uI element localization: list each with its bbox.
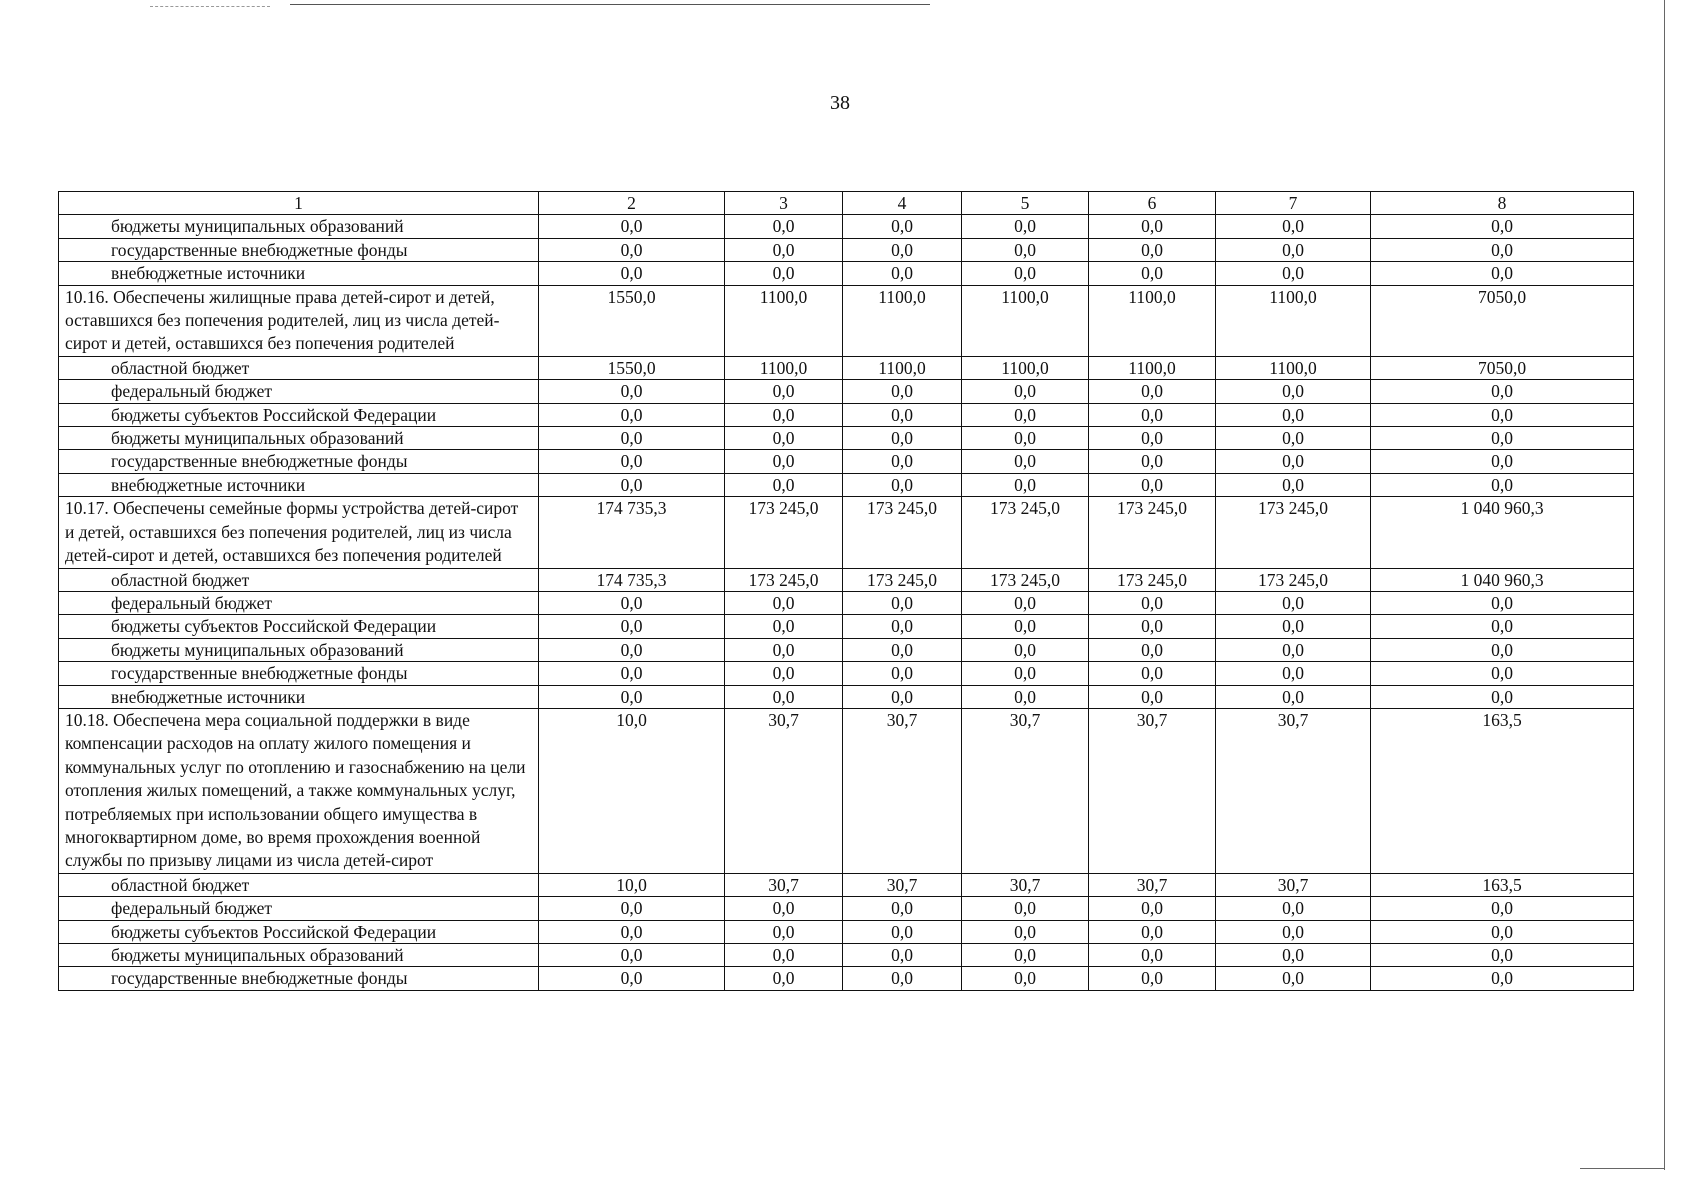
- cell-value: 0,0: [725, 215, 843, 238]
- cell-value: 0,0: [1216, 591, 1371, 614]
- cell-value: 0,0: [1216, 427, 1371, 450]
- cell-value: 0,0: [843, 427, 962, 450]
- cell-value: 0,0: [725, 615, 843, 638]
- cell-value: 30,7: [1216, 708, 1371, 873]
- cell-value: 173 245,0: [1216, 568, 1371, 591]
- cell-value: 0,0: [725, 662, 843, 685]
- cell-value: 0,0: [843, 380, 962, 403]
- cell-value: 0,0: [843, 450, 962, 473]
- cell-value: 0,0: [1216, 662, 1371, 685]
- scan-artifact-line: [290, 4, 930, 5]
- cell-value: 0,0: [843, 262, 962, 285]
- row-label: бюджеты муниципальных образований: [59, 944, 539, 967]
- cell-value: 173 245,0: [725, 568, 843, 591]
- cell-value: 0,0: [539, 450, 725, 473]
- cell-value: 0,0: [539, 238, 725, 261]
- cell-value: 0,0: [843, 403, 962, 426]
- cell-value: 0,0: [1216, 638, 1371, 661]
- column-header: 3: [725, 192, 843, 215]
- row-label: 10.16. Обеспечены жилищные права детей-сирот и детей, оставшихся без попечения родителей, лиц из числа детей-сирот и детей, оставшихся без попечения родителей: [59, 285, 539, 356]
- cell-value: 0,0: [843, 615, 962, 638]
- cell-value: 0,0: [1089, 215, 1216, 238]
- cell-value: 0,0: [539, 967, 725, 990]
- cell-value: 1100,0: [843, 285, 962, 356]
- cell-value: 0,0: [725, 591, 843, 614]
- cell-value: 163,5: [1371, 708, 1634, 873]
- row-label: бюджеты муниципальных образований: [59, 215, 539, 238]
- cell-value: 30,7: [725, 873, 843, 896]
- cell-value: 0,0: [1089, 450, 1216, 473]
- table-row-source: [59, 473, 1634, 496]
- cell-value: 0,0: [1089, 238, 1216, 261]
- row-label: внебюджетные источники: [59, 262, 539, 285]
- cell-value: 0,0: [1089, 920, 1216, 943]
- table-row-source: [59, 897, 1634, 920]
- cell-value: 0,0: [843, 967, 962, 990]
- cell-value: 0,0: [1089, 591, 1216, 614]
- cell-value: 0,0: [539, 403, 725, 426]
- cell-value: 0,0: [843, 685, 962, 708]
- page-number: 38: [830, 92, 850, 114]
- scan-artifact-dashes: [150, 6, 270, 7]
- cell-value: 30,7: [1216, 873, 1371, 896]
- table-row-source: [59, 380, 1634, 403]
- cell-value: 1 040 960,3: [1371, 497, 1634, 568]
- cell-value: 0,0: [725, 262, 843, 285]
- cell-value: 1100,0: [1216, 285, 1371, 356]
- table-row-source: [59, 685, 1634, 708]
- row-label: областной бюджет: [59, 568, 539, 591]
- cell-value: 0,0: [962, 638, 1089, 661]
- table-row-source: [59, 427, 1634, 450]
- cell-value: 0,0: [725, 380, 843, 403]
- row-label: бюджеты субъектов Российской Федерации: [59, 615, 539, 638]
- cell-value: 1100,0: [962, 356, 1089, 379]
- cell-value: 0,0: [1371, 427, 1634, 450]
- cell-value: 0,0: [1216, 967, 1371, 990]
- cell-value: 10,0: [539, 873, 725, 896]
- table-row-source: [59, 262, 1634, 285]
- cell-value: 0,0: [1216, 238, 1371, 261]
- cell-value: 0,0: [962, 944, 1089, 967]
- cell-value: 30,7: [725, 708, 843, 873]
- cell-value: 0,0: [1089, 638, 1216, 661]
- row-label: внебюджетные источники: [59, 685, 539, 708]
- cell-value: 0,0: [1371, 403, 1634, 426]
- cell-value: 0,0: [1371, 473, 1634, 496]
- cell-value: 0,0: [1216, 403, 1371, 426]
- cell-value: 0,0: [725, 944, 843, 967]
- cell-value: 173 245,0: [962, 497, 1089, 568]
- cell-value: 0,0: [1371, 450, 1634, 473]
- cell-value: 174 735,3: [539, 568, 725, 591]
- cell-value: 0,0: [1371, 638, 1634, 661]
- cell-value: 0,0: [1216, 473, 1371, 496]
- cell-value: 30,7: [962, 873, 1089, 896]
- table-row-source: [59, 662, 1634, 685]
- cell-value: 0,0: [1371, 920, 1634, 943]
- table-row-source: [59, 403, 1634, 426]
- table-row-source: [59, 450, 1634, 473]
- cell-value: 0,0: [539, 685, 725, 708]
- table-row-source: [59, 615, 1634, 638]
- cell-value: 173 245,0: [843, 497, 962, 568]
- cell-value: 1100,0: [962, 285, 1089, 356]
- cell-value: 0,0: [1089, 262, 1216, 285]
- row-label: внебюджетные источники: [59, 473, 539, 496]
- row-label: областной бюджет: [59, 356, 539, 379]
- cell-value: 0,0: [1216, 685, 1371, 708]
- cell-value: 0,0: [962, 262, 1089, 285]
- cell-value: 0,0: [843, 897, 962, 920]
- column-header: 4: [843, 192, 962, 215]
- row-label: 10.18. Обеспечена мера социальной поддержки в виде компенсации расходов на оплату жилого помещения и коммунальных услуг по отоплению и газоснабжению на цели отопления жилых помещений, а также коммунальных услуг, потребляемых при использовании общего имущества в многоквартирном доме, во время прохождения военной службы по призыву лицами из числа детей-сирот: [59, 708, 539, 873]
- cell-value: 0,0: [539, 591, 725, 614]
- row-label: государственные внебюджетные фонды: [59, 238, 539, 261]
- table-row-indicator: [59, 708, 1634, 873]
- cell-value: 0,0: [725, 967, 843, 990]
- cell-value: 0,0: [1089, 944, 1216, 967]
- cell-value: 0,0: [1089, 380, 1216, 403]
- cell-value: 173 245,0: [1089, 568, 1216, 591]
- cell-value: 0,0: [843, 591, 962, 614]
- cell-value: 0,0: [1089, 967, 1216, 990]
- cell-value: 0,0: [725, 638, 843, 661]
- cell-value: 0,0: [1371, 215, 1634, 238]
- cell-value: 0,0: [725, 473, 843, 496]
- cell-value: 173 245,0: [1216, 497, 1371, 568]
- cell-value: 10,0: [539, 708, 725, 873]
- cell-value: 174 735,3: [539, 497, 725, 568]
- cell-value: 0,0: [843, 238, 962, 261]
- cell-value: 0,0: [1371, 944, 1634, 967]
- table-body: [59, 192, 1634, 991]
- cell-value: 1100,0: [725, 356, 843, 379]
- cell-value: 0,0: [843, 662, 962, 685]
- cell-value: 0,0: [1371, 897, 1634, 920]
- cell-value: 0,0: [725, 238, 843, 261]
- cell-value: 0,0: [962, 473, 1089, 496]
- column-header: 1: [59, 192, 539, 215]
- scan-page-edge: [1664, 0, 1665, 1170]
- cell-value: 0,0: [843, 473, 962, 496]
- cell-value: 173 245,0: [1089, 497, 1216, 568]
- cell-value: 0,0: [725, 897, 843, 920]
- scan-page-edge-bottom: [1580, 1168, 1665, 1169]
- cell-value: 0,0: [539, 897, 725, 920]
- cell-value: 1100,0: [1089, 356, 1216, 379]
- cell-value: 0,0: [843, 638, 962, 661]
- cell-value: 173 245,0: [962, 568, 1089, 591]
- cell-value: 0,0: [725, 920, 843, 943]
- cell-value: 30,7: [843, 873, 962, 896]
- cell-value: 0,0: [1216, 897, 1371, 920]
- cell-value: 0,0: [962, 380, 1089, 403]
- cell-value: 0,0: [962, 450, 1089, 473]
- cell-value: 0,0: [1089, 615, 1216, 638]
- row-label: федеральный бюджет: [59, 591, 539, 614]
- cell-value: 1100,0: [1089, 285, 1216, 356]
- cell-value: 1100,0: [725, 285, 843, 356]
- column-header: 8: [1371, 192, 1634, 215]
- cell-value: 0,0: [1089, 427, 1216, 450]
- cell-value: 0,0: [539, 380, 725, 403]
- cell-value: 0,0: [725, 450, 843, 473]
- cell-value: 0,0: [539, 427, 725, 450]
- row-label: государственные внебюджетные фонды: [59, 662, 539, 685]
- cell-value: 0,0: [962, 615, 1089, 638]
- cell-value: 0,0: [1371, 238, 1634, 261]
- cell-value: 0,0: [539, 473, 725, 496]
- column-header: 2: [539, 192, 725, 215]
- cell-value: 0,0: [962, 403, 1089, 426]
- cell-value: 7050,0: [1371, 285, 1634, 356]
- cell-value: 0,0: [1371, 380, 1634, 403]
- cell-value: 0,0: [725, 685, 843, 708]
- cell-value: 0,0: [1089, 473, 1216, 496]
- cell-value: 1 040 960,3: [1371, 568, 1634, 591]
- row-label: бюджеты субъектов Российской Федерации: [59, 403, 539, 426]
- row-label: федеральный бюджет: [59, 897, 539, 920]
- cell-value: 0,0: [539, 215, 725, 238]
- table-row-source: [59, 638, 1634, 661]
- cell-value: 0,0: [1216, 262, 1371, 285]
- row-label: бюджеты субъектов Российской Федерации: [59, 920, 539, 943]
- cell-value: 0,0: [1216, 615, 1371, 638]
- row-label: областной бюджет: [59, 873, 539, 896]
- table-row-source: [59, 944, 1634, 967]
- cell-value: 163,5: [1371, 873, 1634, 896]
- cell-value: 1550,0: [539, 356, 725, 379]
- cell-value: 0,0: [843, 944, 962, 967]
- cell-value: 0,0: [1089, 897, 1216, 920]
- column-header: 6: [1089, 192, 1216, 215]
- cell-value: 0,0: [539, 638, 725, 661]
- cell-value: 30,7: [962, 708, 1089, 873]
- row-label: бюджеты муниципальных образований: [59, 638, 539, 661]
- cell-value: 0,0: [1371, 591, 1634, 614]
- table-row-source: [59, 238, 1634, 261]
- table-row-indicator: [59, 497, 1634, 568]
- cell-value: 0,0: [539, 920, 725, 943]
- row-label: федеральный бюджет: [59, 380, 539, 403]
- cell-value: 30,7: [1089, 708, 1216, 873]
- cell-value: 0,0: [843, 215, 962, 238]
- cell-value: 0,0: [1371, 615, 1634, 638]
- row-label: государственные внебюджетные фонды: [59, 967, 539, 990]
- cell-value: 0,0: [1089, 403, 1216, 426]
- cell-value: 0,0: [962, 662, 1089, 685]
- cell-value: 0,0: [539, 662, 725, 685]
- row-label: бюджеты муниципальных образований: [59, 427, 539, 450]
- cell-value: 0,0: [1216, 380, 1371, 403]
- cell-value: 0,0: [1216, 450, 1371, 473]
- row-label: 10.17. Обеспечены семейные формы устройства детей-сирот и детей, оставшихся без попечения родителей, лиц из числа детей-сирот и детей, оставшихся без попечения родителей: [59, 497, 539, 568]
- cell-value: 0,0: [1371, 262, 1634, 285]
- table-row-source: [59, 591, 1634, 614]
- column-header: 7: [1216, 192, 1371, 215]
- cell-value: 173 245,0: [843, 568, 962, 591]
- table-row-source: [59, 873, 1634, 896]
- cell-value: 0,0: [725, 403, 843, 426]
- cell-value: 30,7: [843, 708, 962, 873]
- table-row-source: [59, 568, 1634, 591]
- cell-value: 0,0: [1216, 944, 1371, 967]
- cell-value: 1100,0: [843, 356, 962, 379]
- cell-value: 0,0: [962, 591, 1089, 614]
- cell-value: 0,0: [962, 920, 1089, 943]
- cell-value: 0,0: [1216, 920, 1371, 943]
- cell-value: 0,0: [962, 897, 1089, 920]
- cell-value: 0,0: [725, 427, 843, 450]
- table-row-source: [59, 920, 1634, 943]
- cell-value: 0,0: [539, 615, 725, 638]
- cell-value: 1550,0: [539, 285, 725, 356]
- cell-value: 7050,0: [1371, 356, 1634, 379]
- cell-value: 0,0: [962, 685, 1089, 708]
- budget-table: [58, 191, 1634, 991]
- table-row-source: [59, 215, 1634, 238]
- cell-value: 0,0: [962, 967, 1089, 990]
- column-header: 5: [962, 192, 1089, 215]
- cell-value: 0,0: [843, 920, 962, 943]
- table-row-source: [59, 356, 1634, 379]
- cell-value: 0,0: [1371, 662, 1634, 685]
- row-label: государственные внебюджетные фонды: [59, 450, 539, 473]
- cell-value: 30,7: [1089, 873, 1216, 896]
- cell-value: 0,0: [1216, 215, 1371, 238]
- cell-value: 0,0: [539, 944, 725, 967]
- table-header-row: [59, 192, 1634, 215]
- cell-value: 0,0: [1371, 685, 1634, 708]
- cell-value: 0,0: [539, 262, 725, 285]
- cell-value: 0,0: [1371, 967, 1634, 990]
- cell-value: 0,0: [962, 215, 1089, 238]
- cell-value: 0,0: [962, 238, 1089, 261]
- cell-value: 0,0: [1089, 685, 1216, 708]
- cell-value: 0,0: [1089, 662, 1216, 685]
- cell-value: 0,0: [962, 427, 1089, 450]
- table-row-indicator: [59, 285, 1634, 356]
- table-row-source: [59, 967, 1634, 990]
- cell-value: 1100,0: [1216, 356, 1371, 379]
- cell-value: 173 245,0: [725, 497, 843, 568]
